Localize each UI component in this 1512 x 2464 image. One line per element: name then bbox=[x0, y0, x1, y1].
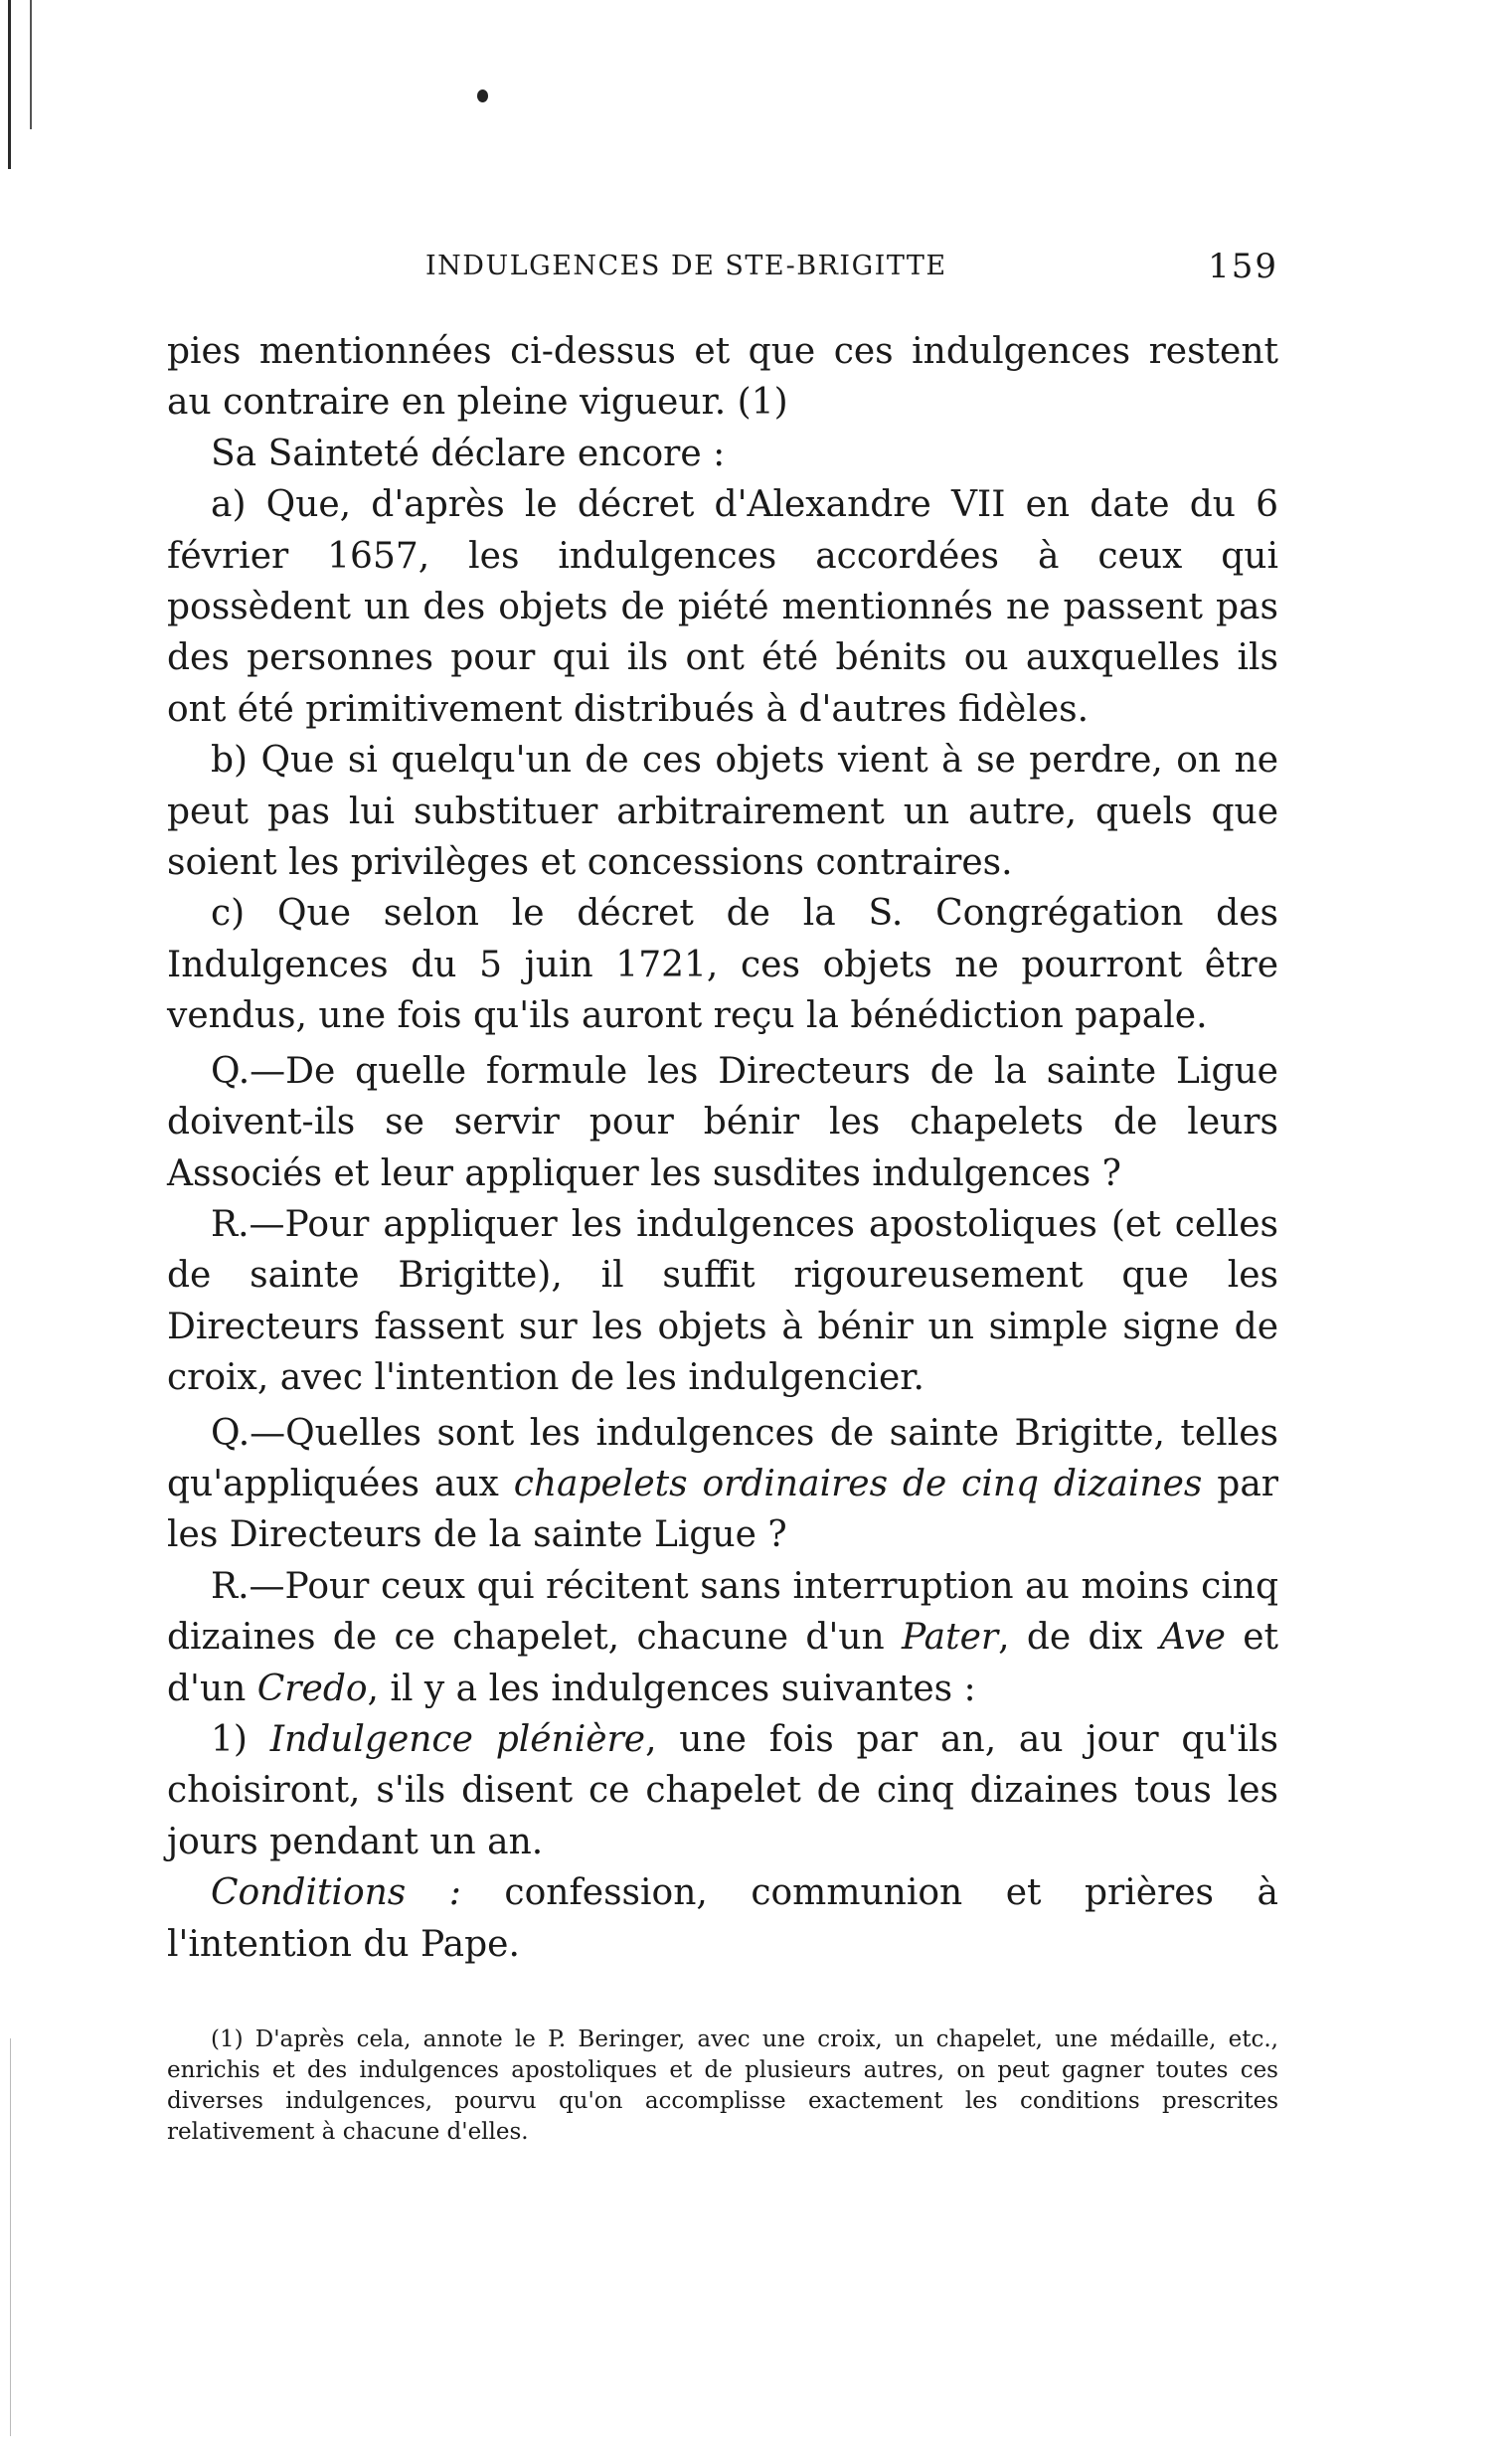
list-item bbox=[167, 1714, 1278, 1867]
ink-dot bbox=[477, 89, 488, 102]
item-text: , une fois par an, au jour qu'ils choisiront, s'ils disent ce chapelet de cinq dizaines tous les jours pendant un an. bbox=[167, 1718, 1278, 1862]
item-number: 1) bbox=[211, 1718, 270, 1760]
r2-ave: Ave bbox=[1159, 1617, 1226, 1659]
page-number: 159 bbox=[1208, 247, 1278, 286]
paragraph: Sa Sainteté déclare encore : bbox=[211, 433, 726, 474]
scan-edge-mark bbox=[30, 0, 32, 129]
answer-paragraph bbox=[167, 1561, 1278, 1714]
r2-credo: Credo bbox=[256, 1668, 368, 1709]
paragraph: b) Que si quelqu'un de ces objets vient à se perdre, on ne peut pas lui substituer arbitrairement un autre, quels que soient les privilèges et concessions contraires. bbox=[167, 740, 1278, 884]
q2-italic: chapelets ordinaires de cinq dizaines bbox=[513, 1463, 1203, 1504]
question-paragraph: Q.—De quelle formule les Directeurs de la sainte Ligue doivent-ils se servir pour bénir les chapelets de leurs Associés et leur appliquer les susdites indulgences ? bbox=[167, 1050, 1278, 1194]
footnotes bbox=[167, 2024, 1278, 2148]
paragraph: a) Que, d'après le décret d'Alexandre VII en date du 6 février 1657, les indulgences accordées à ceux qui possèdent un des objets de piété mentionnés ne passent pas des personnes pour qui ils ont été bénits ou auxquelles ils ont été primitivement distribués à d'autres fidèles. bbox=[167, 484, 1278, 730]
paragraph: c) Que selon le décret de la S. Congrégation des Indulgences du 5 juin 1721, ces objets ne pourront être vendus, une fois qu'ils auront reçu la bénédiction papale. bbox=[167, 893, 1278, 1037]
footnote: (1) D'après cela, annote le P. Beringer, avec une croix, un chapelet, une médaille, etc., enrichis et des indulgences apostoliques et de plusieurs autres, on peut gagner toutes ces diverses indulgences, pourvu qu'on accomplisse exactement les conditions prescrites relativement à chacune d'elles. bbox=[167, 2026, 1278, 2145]
running-title: INDULGENCES DE STE-BRIGITTE bbox=[425, 251, 947, 281]
question-paragraph bbox=[167, 1408, 1278, 1561]
item-italic: Indulgence plénière bbox=[269, 1718, 646, 1760]
q2-text-before: Q.—Quelles sont les indulgences de sainte Brigitte, telles qu'appliquées aux bbox=[167, 1412, 1278, 1504]
paragraph: pies mentionnées ci-dessus et que ces indulgences restent au contraire en pleine vigueur. (1) bbox=[167, 331, 1278, 424]
r2-part2: , de dix bbox=[998, 1617, 1160, 1659]
scan-edge-mark bbox=[10, 2038, 11, 2436]
scan-edge-mark bbox=[8, 0, 11, 169]
r2-part1: R.—Pour ceux qui récitent sans interruption au moins cinq dizaines de ce chapelet, chacune d'un bbox=[167, 1565, 1278, 1659]
q2-text-after: par les Directeurs de la sainte Ligue ? bbox=[167, 1463, 1278, 1556]
conditions-paragraph bbox=[167, 1867, 1278, 1970]
body-text bbox=[167, 326, 1278, 1970]
r2-part4: , il y a les indulgences suivantes : bbox=[367, 1668, 976, 1709]
r2-part3: et d'un bbox=[167, 1617, 1278, 1709]
answer-paragraph: R.—Pour appliquer les indulgences apostoliques (et celles de sainte Brigitte), il suffit rigoureusement que les Directeurs fassent sur les objets à bénir un simple signe de croix, avec l'intention de les indulgencier. bbox=[167, 1203, 1278, 1399]
conditions-label: Conditions : bbox=[211, 1872, 461, 1914]
conditions-text: confession, communion et prières à l'intention du Pape. bbox=[167, 1872, 1279, 1965]
page-header bbox=[167, 247, 1278, 290]
r2-pater: Pater bbox=[902, 1617, 999, 1659]
